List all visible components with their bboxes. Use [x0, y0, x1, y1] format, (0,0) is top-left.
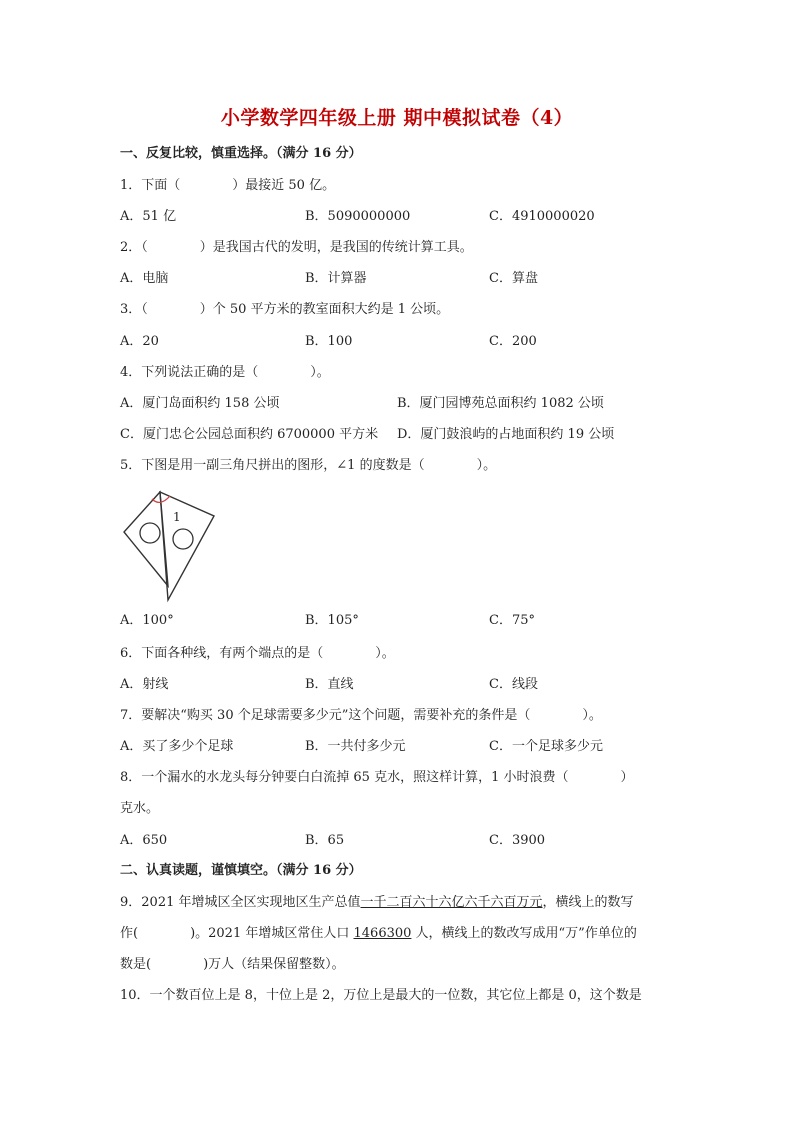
q4-option-d: D．厦门鼓浪屿的占地面积约 19 公顷: [397, 427, 615, 442]
q5-option-b: B．105°: [305, 613, 359, 628]
question-4: 4．下列说法正确的是（ ）。: [120, 365, 330, 380]
q4-option-c: C．厦门忠仑公园总面积约 6700000 平方米: [120, 427, 379, 442]
page-title: 小学数学四年级上册 期中模拟试卷（4）: [220, 107, 574, 129]
q3-option-c: C．200: [489, 334, 537, 349]
q3-option-b: B．100: [305, 334, 353, 349]
q2-option-b: B．计算器: [305, 271, 367, 286]
q1-option-c: C．4910000020: [489, 209, 595, 224]
q9-text: 作( )。2021 年增城区常住人口: [120, 926, 354, 941]
question-6: 6．下面各种线，有两个端点的是（ ）。: [120, 646, 395, 661]
q3-option-a: A．20: [120, 334, 159, 349]
question-7: 7．要解决“购买 30 个足球需要多少元”这个问题，需要补充的条件是（ ）。: [120, 708, 602, 723]
q7-option-a: A．买了多少个足球: [120, 739, 234, 754]
question-9-line-1: [120, 894, 634, 912]
q9-text: ，横线上的数写: [542, 895, 634, 910]
q5-option-a: A．100°: [120, 613, 174, 628]
q6-option-a: A．射线: [120, 677, 169, 692]
q2-option-c: C．算盘: [489, 271, 538, 286]
question-8: 8．一个漏水的水龙头每分钟要白白流掉 65 克水，照这样计算，1 小时浪费（ ）: [120, 770, 634, 785]
section-heading-1: 一、反复比较，慎重选择。（满分 16 分）: [120, 146, 362, 161]
q9-underlined-population: 1466300: [353, 926, 412, 941]
question-3: 3．（ ）个 50 平方米的教室面积大约是 1 公顷。: [120, 302, 450, 317]
question-10: 10．一个数百位上是 8，十位上是 2，万位上是最大的一位数，其它位上都是 0，这个数是: [120, 988, 642, 1003]
q7-option-c: C．一个足球多少元: [489, 739, 603, 754]
q9-text: 9．2021 年增城区全区实现地区生产总值: [120, 895, 361, 910]
q4-option-a: A．厦门岛面积约 158 公顷: [120, 396, 280, 411]
question-9-line-2: [120, 925, 637, 943]
q7-option-b: B．一共付多少元: [305, 739, 406, 754]
q1-option-b: B．5090000000: [305, 209, 411, 224]
q8-option-c: C．3900: [489, 833, 546, 848]
section-heading-2: 二、认真读题，谨慎填空。（满分 16 分）: [120, 863, 362, 878]
q2-option-a: A．电脑: [120, 271, 169, 286]
question-1: 1．下面（ ）最接近 50 亿。: [120, 178, 336, 193]
q1-option-a: A．51 亿: [120, 209, 177, 224]
q9-underlined-number: 一千二百六十六亿六千六百万元: [360, 895, 543, 910]
q4-option-b: B．厦门园博苑总面积约 1082 公顷: [397, 396, 604, 411]
question-8-continued: 克水。: [120, 801, 160, 816]
q9-text: 人，横线上的数改写成用“万”作单位的: [411, 926, 637, 941]
question-5: 5．下图是用一副三角尺拼出的图形，∠1 的度数是（ ）。: [120, 458, 497, 473]
q6-option-c: C．线段: [489, 677, 538, 692]
q8-option-b: B．65: [305, 833, 345, 848]
triangle-ruler-figure: [120, 488, 220, 603]
question-9-line-3: 数是( )万人（结果保留整数）。: [120, 957, 345, 972]
angle-1-label: 1: [173, 510, 181, 524]
q6-option-b: B．直线: [305, 677, 354, 692]
question-2: 2．（ ）是我国古代的发明，是我国的传统计算工具。: [120, 240, 473, 255]
q8-option-a: A．650: [120, 833, 168, 848]
q5-option-c: C．75°: [489, 613, 535, 628]
